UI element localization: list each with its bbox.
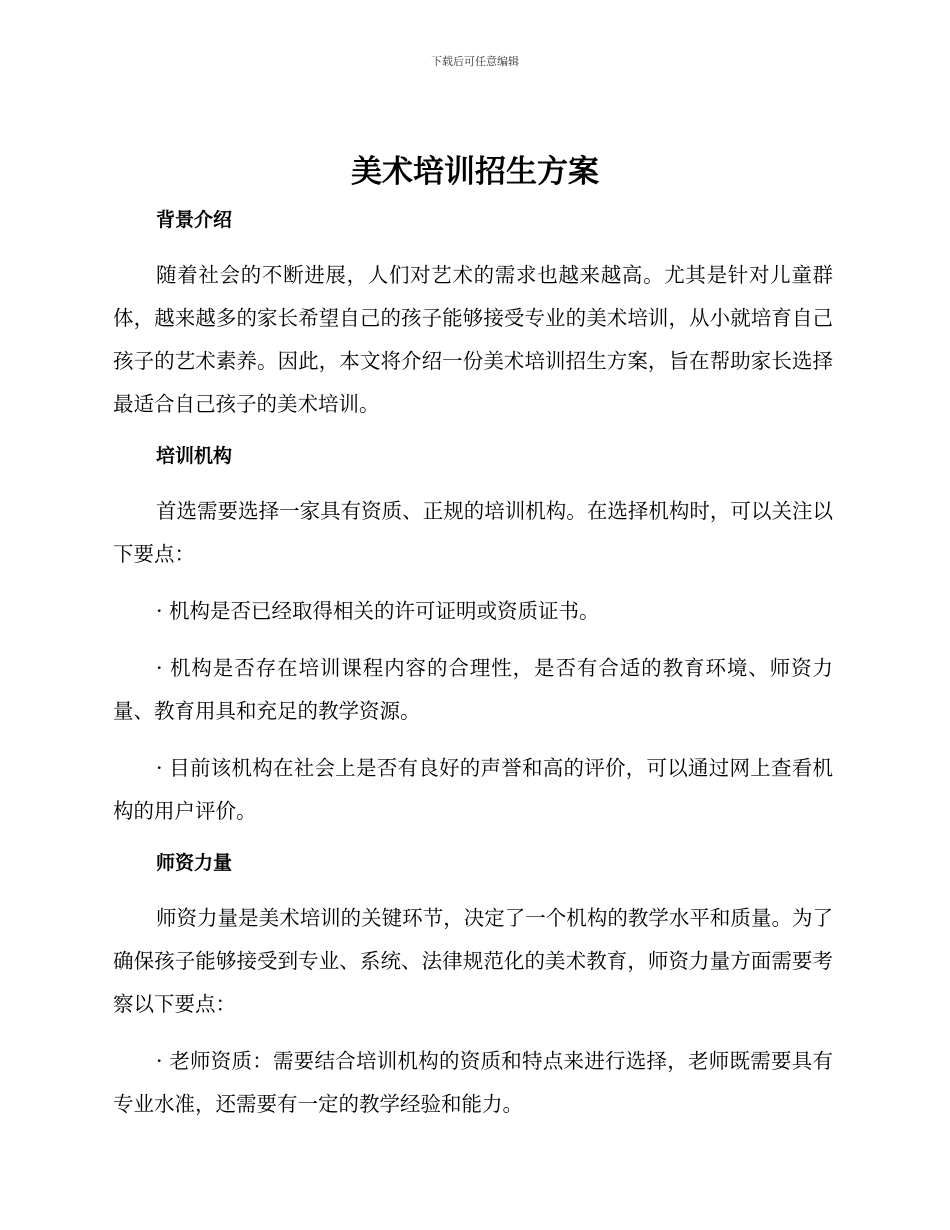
bullet-institution-3: · 目前该机构在社会上是否有良好的声誉和高的评价，可以通过网上查看机构的用户评价。: [113, 756, 833, 823]
bullet-institution-1: · 机构是否已经取得相关的许可证明或资质证书。: [156, 599, 600, 623]
paragraph-teachers: 师资力量是美术培训的关键环节，决定了一个机构的教学水平和质量。为了确保孩子能够接受到专业、系统、法律规范化的美术教育，师资力量方面需要考察以下要点：: [113, 906, 833, 1016]
section-heading-teachers: 师资力量: [156, 852, 233, 874]
paragraph-institution: 首选需要选择一家具有资质、正规的培训机构。在选择机构时，可以关注以下要点：: [113, 499, 833, 566]
document-body: [113, 200, 833, 1126]
section-heading-background: 背景介绍: [156, 209, 233, 231]
paragraph-background: 随着社会的不断进展，人们对艺术的需求也越来越高。尤其是针对儿童群体，越来越多的家长希望自己的孩子能够接受专业的美术培训，从小就培育自己孩子的艺术素养。因此，本文将介绍一份美术培训招生方案，旨在帮助家长选择最适合自己孩子的美术培训。: [113, 263, 833, 416]
section-heading-institution: 培训机构: [156, 445, 233, 467]
document-title: 美术培训招生方案: [351, 154, 599, 190]
bullet-institution-2: · 机构是否存在培训课程内容的合理性，是否有合适的教育环境、师资力量、教育用具和充足的教学资源。: [113, 656, 833, 723]
header-note: 下载后可任意编辑: [431, 55, 519, 68]
bullet-teachers-1: · 老师资质：需要结合培训机构的资质和特点来进行选择，老师既需要具有专业水准，还需要有一定的教学经验和能力。: [113, 1049, 833, 1116]
